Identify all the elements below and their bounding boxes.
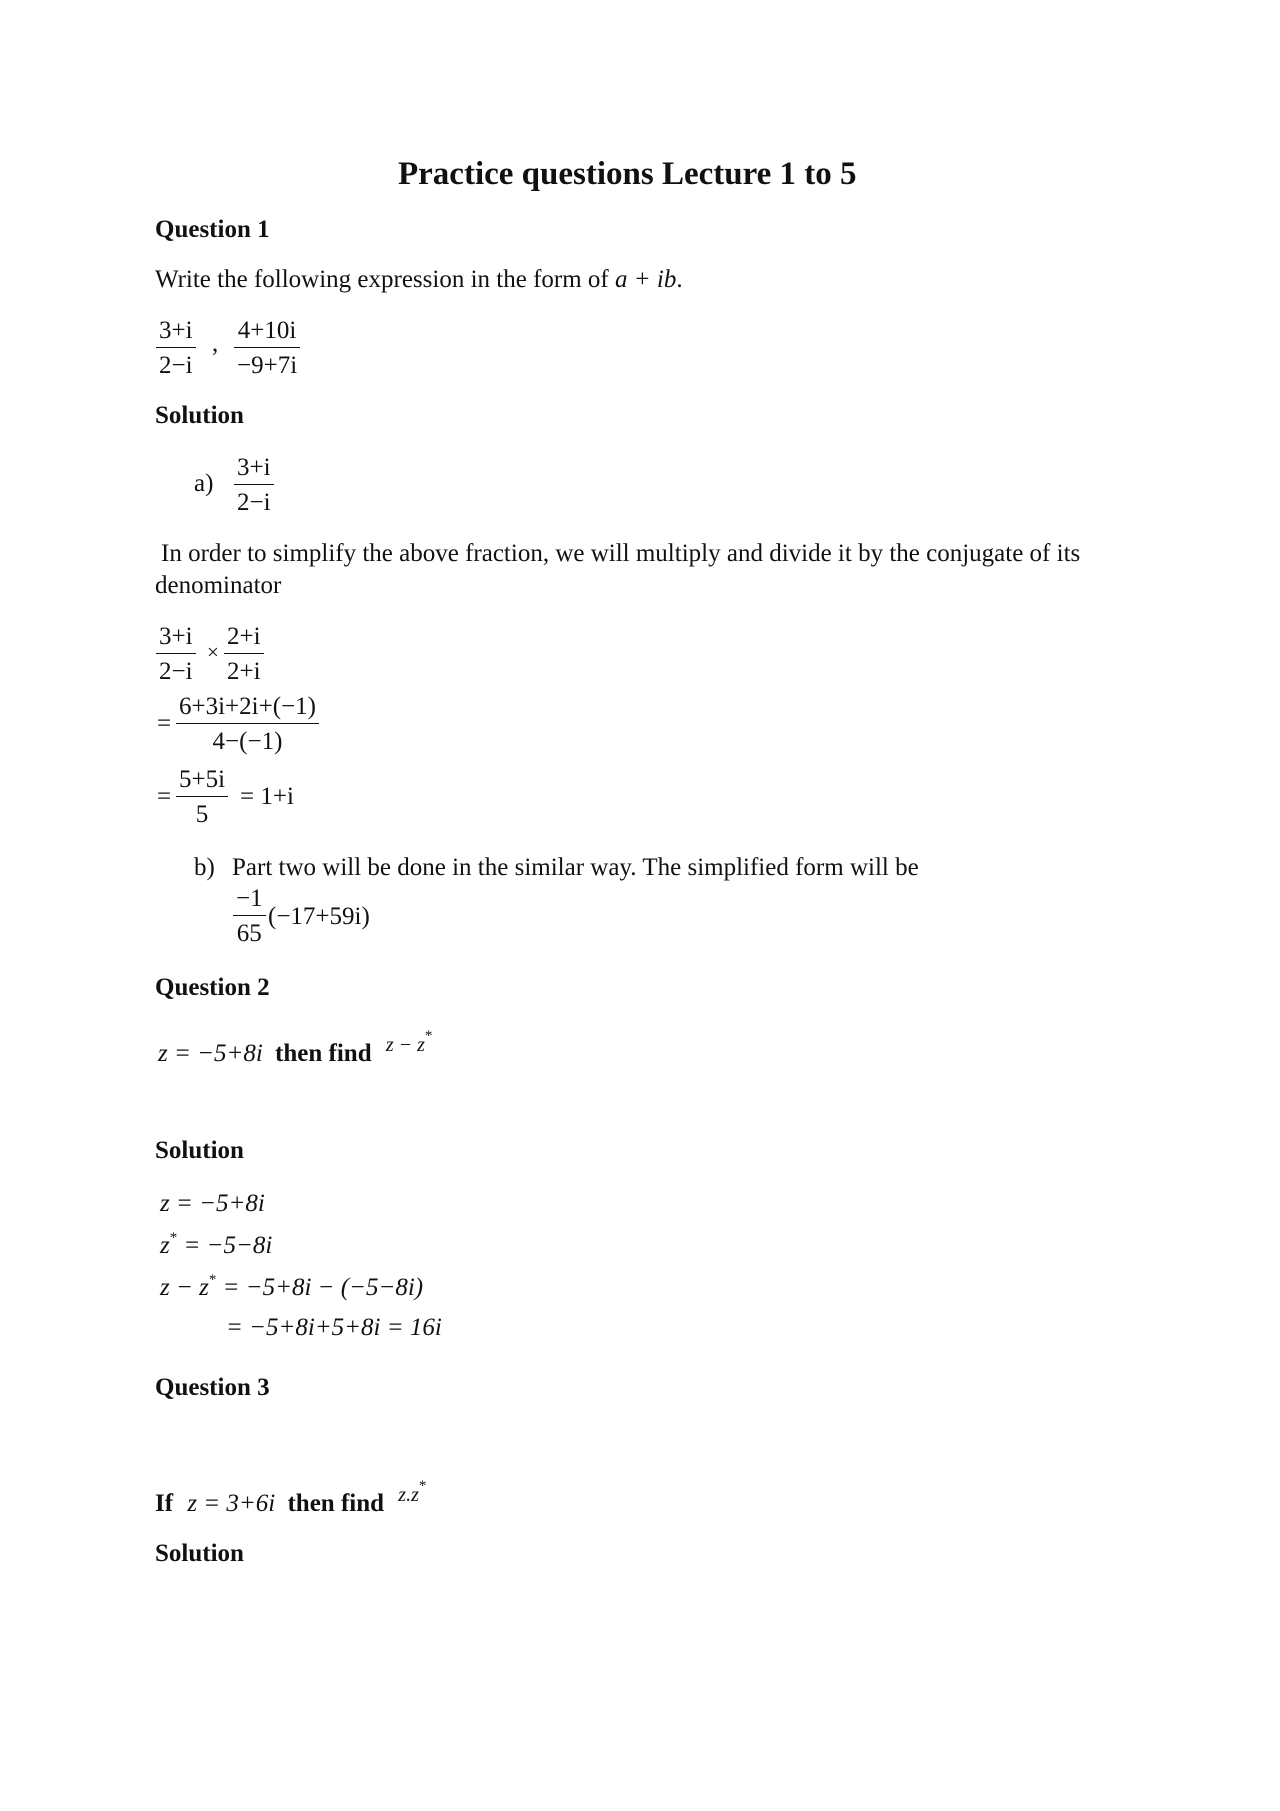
step-1-numerator-b: 2+i <box>227 623 261 650</box>
solution-line-4 <box>226 1314 442 1342</box>
conjugate-star: * <box>169 1230 178 1246</box>
question-1-heading: Question 1 <box>155 216 270 243</box>
step-1-fraction-a <box>156 624 196 684</box>
question-2-prompt <box>158 1028 433 1068</box>
part-b-text: Part two will be done in the similar way. The simplified form will be <box>232 854 919 881</box>
prompt-text: Write the following expression in the form of <box>155 266 615 293</box>
find-expression-text: z.z <box>398 1484 419 1506</box>
solution-line-4-text: = −5+8i+5+8i = 16i <box>226 1314 442 1341</box>
then-find-text: then find <box>275 1040 372 1067</box>
solution-line-1-text: z = −5+8i <box>160 1190 265 1217</box>
step-1-numerator-a: 3+i <box>159 623 193 650</box>
if-word: If <box>155 1490 174 1517</box>
step-3-numerator: 5+5i <box>179 766 226 793</box>
conjugate-star: * <box>418 1478 427 1494</box>
question-3-heading: Question 3 <box>155 1374 270 1401</box>
step-2-fraction <box>176 694 319 754</box>
step-1-fraction-b <box>224 624 264 684</box>
question-3-prompt <box>155 1478 427 1518</box>
given-expression: z = 3+6i <box>187 1490 276 1517</box>
find-expression <box>385 1028 433 1056</box>
fraction-separator: , <box>212 330 219 357</box>
step-2-numerator: 6+3i+2i+(−1) <box>179 693 316 720</box>
step-2-equals: = <box>157 710 172 737</box>
conjugate-star: * <box>208 1272 217 1288</box>
part-b-denominator: 65 <box>233 915 266 946</box>
step-3-result: = 1+i <box>240 783 294 810</box>
part-a-numerator: 3+i <box>237 454 271 481</box>
page-title: Practice questions Lecture 1 to 5 <box>398 156 857 192</box>
step-3-fraction <box>176 767 228 827</box>
question-2-solution-heading: Solution <box>155 1137 244 1164</box>
question-1-prompt <box>155 266 683 294</box>
step-1-denominator-a: 2−i <box>156 653 196 684</box>
then-find-text: then find <box>287 1490 385 1517</box>
fraction-2-denominator: −9+7i <box>234 347 300 378</box>
fraction-2-numerator: 4+10i <box>237 317 297 344</box>
solution-line-3-var: z − z <box>160 1274 209 1301</box>
conjugate-star: * <box>424 1028 433 1044</box>
step-1-denominator-b: 2+i <box>224 653 264 684</box>
solution-line-2-rest: = −5−8i <box>177 1232 273 1259</box>
part-b-expression: (−17+59i) <box>268 903 370 930</box>
step-3-equals: = <box>157 783 172 810</box>
prompt-end: . <box>676 266 683 293</box>
part-a-denominator: 2−i <box>234 484 274 515</box>
solution-line-2 <box>160 1232 272 1260</box>
solution-line-2-var: z <box>160 1232 170 1259</box>
part-a-label: a) <box>194 470 214 497</box>
question-2-heading: Question 2 <box>155 974 270 1001</box>
prompt-math: a + ib <box>615 266 677 293</box>
given-expression: z = −5+8i <box>158 1040 263 1067</box>
question-3-solution-heading: Solution <box>155 1540 244 1567</box>
solution-line-3-rest: = −5+8i − (−5−8i) <box>216 1274 424 1301</box>
solution-line-1 <box>160 1190 265 1218</box>
explanation-line-2: denominator <box>155 572 282 599</box>
fraction-2 <box>234 318 300 378</box>
question-1-solution-heading: Solution <box>155 402 244 429</box>
find-expression <box>398 1478 427 1506</box>
solution-line-3 <box>160 1274 423 1302</box>
part-b-numerator: −1 <box>236 885 263 912</box>
fraction-1 <box>156 318 196 378</box>
part-b-fraction <box>233 886 266 946</box>
fraction-1-denominator: 2−i <box>156 347 196 378</box>
find-expression-text: z − z <box>385 1034 425 1056</box>
part-b-label: b) <box>194 854 215 881</box>
explanation-line-1: In order to simplify the above fraction, we will multiply and divide it by the conjugate of its <box>161 540 1081 567</box>
step-3-denominator: 5 <box>176 796 228 827</box>
fraction-1-numerator: 3+i <box>159 317 193 344</box>
part-a-fraction <box>234 455 274 515</box>
step-2-denominator: 4−(−1) <box>176 723 319 754</box>
times-sign: × <box>207 640 219 664</box>
